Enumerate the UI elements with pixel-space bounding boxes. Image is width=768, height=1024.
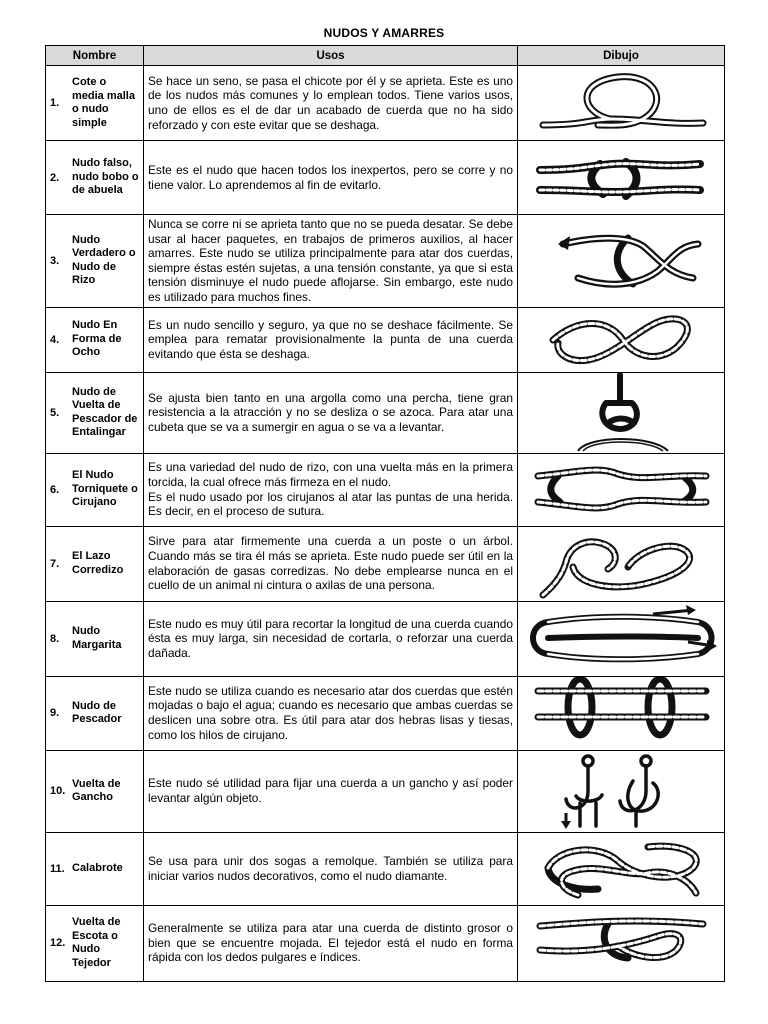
knot-drawing-cell (518, 66, 725, 141)
table-row (46, 453, 725, 526)
knot-name-cell (46, 453, 144, 526)
knot-name: El Nudo Torniquete o Cirujano (72, 469, 138, 509)
reef-knot-drawing (518, 216, 723, 305)
knots-table (45, 45, 725, 982)
row-number: 3. (50, 254, 60, 267)
knot-name: Nudo Verdadero o Nudo de Rizo (72, 233, 136, 287)
hook-hitch-drawing (518, 751, 723, 831)
knot-uses: Se usa para unir dos sogas a remolque. También se utiliza para iniciar varios nudos decorativos, como el nudo diamante. (144, 832, 518, 905)
sheepshank-drawing (518, 602, 723, 675)
table-row (46, 676, 725, 750)
knot-drawing-cell (518, 526, 725, 601)
knot-name: Vuelta de Gancho (72, 777, 121, 804)
header-uses: Usos (144, 46, 518, 66)
knot-uses: Este nudo es muy útil para recortar la longitud de una cuerda cuando ésta es muy larga, sin necesidad de cortarla, o reforzar una cuerda dañada. (144, 601, 518, 676)
surgeon-knot-drawing (518, 454, 723, 525)
table-row (46, 526, 725, 601)
knot-name: Nudo falso, nudo bobo o de abuela (72, 157, 139, 197)
knot-drawing-cell (518, 141, 725, 215)
knot-name-cell (46, 141, 144, 215)
knot-uses: Sirve para atar firmemente una cuerda a un poste o un árbol. Cuando más se tira él más se aprieta. Este nudo puede ser útil en la elaboración de gasas corredizas. No debe emplearse nunca en el cuello de un animal ni cintura o axilas de una persona. (144, 526, 518, 601)
knot-uses: Se ajusta bien tanto en una argolla como una percha, tiene gran resistencia a la atracción y no se desliza o se azoca. Para atar una cubeta que se va a sumergir en agua o se va a levantar. (144, 372, 518, 453)
knot-drawing-cell (518, 676, 725, 750)
knot-name-cell (46, 215, 144, 308)
table-row (46, 905, 725, 981)
table-row (46, 215, 725, 308)
knot-name-cell (46, 905, 144, 981)
knot-name: Nudo de Pescador (72, 699, 122, 726)
knot-drawing-cell (518, 601, 725, 676)
knot-drawing-cell (518, 307, 725, 372)
row-number: 9. (50, 707, 60, 720)
table-header-row (46, 46, 725, 66)
row-number: 4. (50, 333, 60, 346)
knot-name-cell (46, 676, 144, 750)
header-drawing: Dibujo (518, 46, 725, 66)
knot-uses: Generalmente se utiliza para atar una cuerda de distinto grosor o bien que se encuentre mojada. El tejedor está el nudo en forma rápida con los dedos pulgares e índices. (144, 905, 518, 981)
knot-name: Cote o media malla o nudo simple (72, 76, 135, 129)
knot-drawing-cell (518, 453, 725, 526)
granny-knot-drawing (518, 142, 723, 214)
knot-name-cell (46, 601, 144, 676)
sheet-bend-drawing (518, 906, 723, 980)
row-number: 11. (50, 862, 65, 875)
knot-uses: Este nudo se utiliza cuando es necesario atar dos cuerdas que estén mojadas o bajo el agua; cuando es necesario que ambas cuerdas se deslicen una sobre otra. Es útil para atar dos hebras lisas y tiesas, como los hilos de cirujano. (144, 676, 518, 750)
knot-name-cell (46, 307, 144, 372)
table-row (46, 372, 725, 453)
fishermans-knot-drawing (518, 677, 723, 749)
carrick-bend-drawing (518, 833, 723, 904)
row-number: 7. (50, 557, 60, 570)
anchor-bend-drawing (518, 373, 723, 452)
row-number: 10. (50, 785, 66, 798)
knot-name: Nudo Margarita (72, 625, 122, 651)
knot-uses: Este es el nudo que hacen todos los inexpertos, pero se corre y no tiene valor. Lo aprendemos al fin de evitarlo. (144, 141, 518, 215)
row-number: 12. (50, 937, 66, 950)
knot-uses: Nunca se corre ni se aprieta tanto que no se pueda desatar. Se debe usar al hacer paquetes, en trabajos de primeros auxilios, al hacer amarres. Este nudo se utiliza principalmente para atar dos cuerdas, siempre éstas estén sujetas, a una tensión constante, ya que si esta tensión disminuye el nudo puede aflojarse. Sin embargo, este nudo es utilizado para muchos fines. (144, 215, 518, 308)
knot-name-cell (46, 832, 144, 905)
knot-drawing-cell (518, 750, 725, 832)
knot-uses: Se hace un seno, se pasa el chicote por él y se aprieta. Este es uno de los nudos más comunes y lo emplean todos. Tiene varios usos, uno de ellos es el de dar un acabado de cuerda que no ha sido reforzado y con este evitar que se deshaga. (144, 66, 518, 141)
knot-name: Nudo de Vuelta de Pescador de Entalingar (72, 385, 138, 439)
table-row (46, 750, 725, 832)
row-number: 1. (50, 97, 60, 109)
knot-drawing-cell (518, 905, 725, 981)
knot-name: Calabrote (72, 861, 123, 874)
knot-drawing-cell (518, 372, 725, 453)
knot-name: Vuelta de Escota o Nudo Tejedor (72, 916, 121, 969)
knot-name-cell (46, 750, 144, 832)
page-title: NUDOS Y AMARRES (323, 26, 445, 40)
row-number: 6. (50, 483, 60, 496)
figure-eight-knot-drawing (518, 308, 723, 371)
knot-uses: Es un nudo sencillo y seguro, ya que no se deshace fácilmente. Se emplea para rematar provisionalmente la punta de una cuerda evitando que ésta se deshaga. (144, 307, 518, 372)
row-number: 2. (50, 171, 60, 184)
knot-drawing-cell (518, 215, 725, 308)
header-name: Nombre (46, 46, 144, 66)
running-noose-drawing (518, 527, 723, 600)
knot-name-cell (46, 66, 144, 141)
table-row (46, 66, 725, 141)
knot-drawing-cell (518, 832, 725, 905)
knot-name-cell (46, 372, 144, 453)
table-row (46, 141, 725, 215)
table-row (46, 832, 725, 905)
knot-uses: Este nudo sé utilidad para fijar una cuerda a un gancho y así poder levantar algún objeto. (144, 750, 518, 832)
knot-name: Nudo En Forma de Ocho (72, 319, 122, 359)
knot-name: El Lazo Corredizo (72, 550, 124, 576)
row-number: 8. (50, 632, 60, 645)
overhand-knot-drawing (518, 67, 723, 140)
row-number: 5. (50, 406, 60, 419)
table-row (46, 601, 725, 676)
knot-uses: Es una variedad del nudo de rizo, con una vuelta más en la primera torcida, la cual ofrece más firmeza en el nudo. Es el nudo usado por los cirujanos al atar las puntas de una herida. Es decir, en el proceso de sutura. (144, 453, 518, 526)
table-row (46, 307, 725, 372)
knot-name-cell (46, 526, 144, 601)
